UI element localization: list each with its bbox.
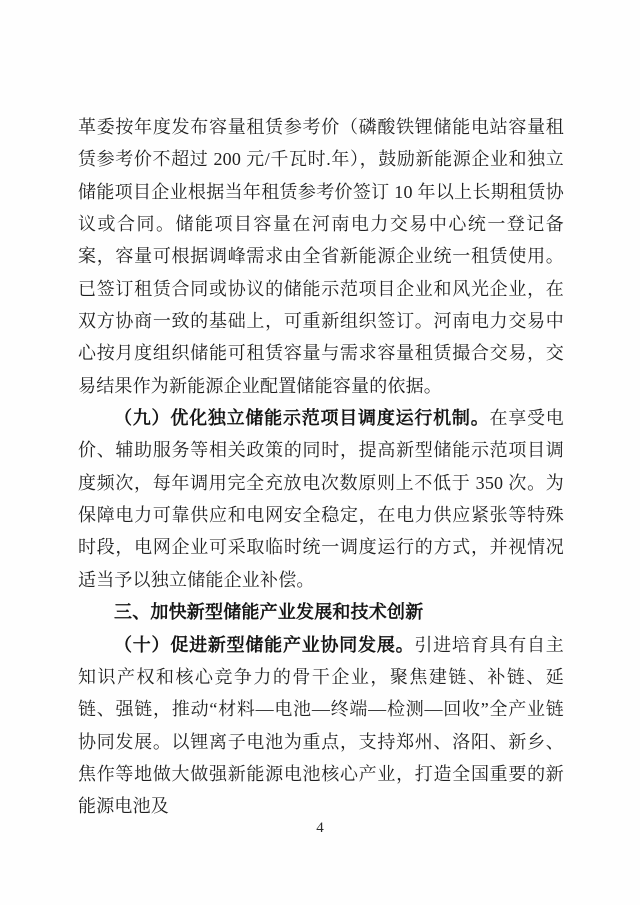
paragraph-item-10 [78,629,564,823]
paragraph-item-9-text: 在享受电价、辅助服务等相关政策的同时，提高新型储能示范项目调度频次，每年调用完全充放电次数原则上不低于 350 次。为保障电力可靠供应和电网安全稳定，在电力供应紧张等特殊时段，电网企业可采取临时统一调度运行的方式，并视情况适当予以独立储能企业补偿。 [78,408,564,590]
page-number: 4 [316,820,324,836]
paragraph-item-10-text: 引进培育具有自主知识产权和核心竞争力的骨干企业，聚焦建链、补链、延链、强链，推动“材料—电池—终端—检测—回收”全产业链协同发展。以锂离子电池为重点，支持郑州、洛阳、新乡、焦作等地做大做强新能源电池核心产业，打造全国重要的新能源电池及 [78,634,564,817]
paragraph-capacity-lease [78,111,564,402]
paragraph-capacity-lease-text: 革委按年度发布容量租赁参考价（磷酸铁锂储能电站容量租赁参考价不超过 200 元/千瓦时.年），鼓励新能源企业和独立储能项目企业根据当年租赁参考价签订 10 年以上长期租赁协议或合同。储能项目容量在河南电力交易中心统一登记备案，容量可根据调峰需求由全省新能源企业统一租赁使用。已签订租赁合同或协议的储能示范项目企业和风光企业，在双方协商一致的基础上，可重新组织签订。河南电力交易中心按月度组织储能可租赁容量与需求容量租赁撮合交易，交易结果作为新能源企业配置储能容量的依据。 [78,117,564,396]
paragraph-item-9 [78,402,564,596]
page-content [78,111,564,823]
section-heading-3: 三、加快新型储能产业发展和技术创新 [114,602,424,623]
paragraph-item-10-lead: （十）促进新型储能产业协同发展。 [114,634,415,655]
paragraph-item-9-lead: （九）优化独立储能示范项目调度运行机制。 [114,408,490,429]
